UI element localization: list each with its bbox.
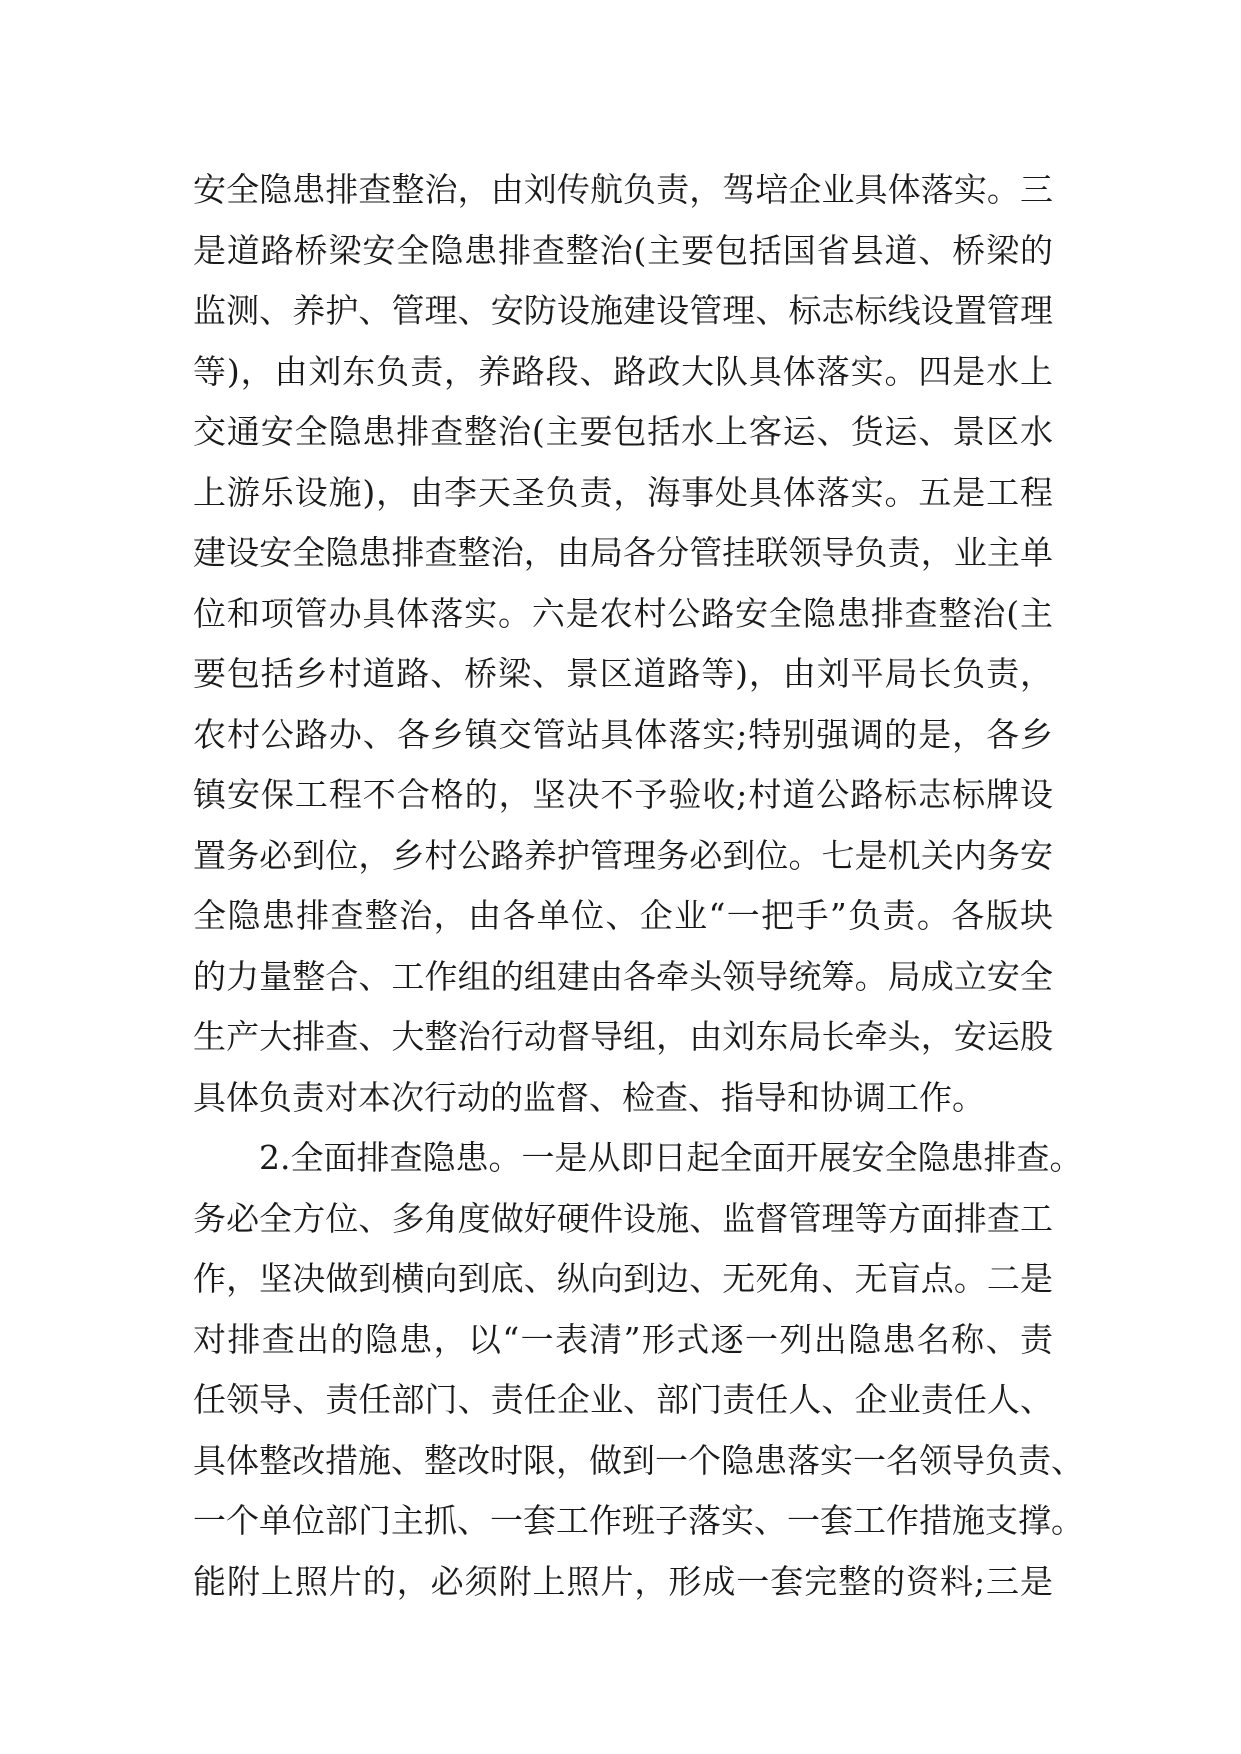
text-line: 的力量整合、工作组的组建由各牵头领导统筹。局成立安全 <box>193 956 1053 996</box>
text-line: 镇安保工程不合格的，坚决不予验收;村道公路标志标牌设 <box>193 775 1053 814</box>
text-line: 是道路桥梁安全隐患排查整治(主要包括国省县道、桥梁的 <box>193 230 1053 270</box>
paragraph-2 <box>193 1128 1084 1612</box>
text-line: 生产大排查、大整治行动督导组，由刘东局长牵头，安运股 <box>193 1017 1053 1056</box>
text-line: 对排查出的隐患，以“一表清”形式逐一列出隐患名称、责 <box>193 1319 1053 1359</box>
text-line: 交通安全隐患排查整治(主要包括水上客运、货运、景区水 <box>193 412 1053 451</box>
text-line: 作，坚决做到横向到底、纵向到边、无死角、无盲点。二是 <box>193 1259 1053 1298</box>
text-line: 全隐患排查整治，由各单位、企业“一把手”负责。各版块 <box>193 896 1053 935</box>
text-line: 等)，由刘东负责，养路段、路政大队具体落实。四是水上 <box>193 351 1053 391</box>
text-line: 安全隐患排查整治，由刘传航负责，驾培企业具体落实。三 <box>193 170 1053 209</box>
body-text <box>193 160 1084 1612</box>
text-line: 具体整改措施、整改时限，做到一个隐患落实一名领导负责、 <box>193 1440 1084 1480</box>
text-line: 能附上照片的，必须附上照片，形成一套完整的资料;三是 <box>193 1561 1053 1601</box>
text-line: 要包括乡村道路、桥梁、景区道路等)，由刘平局长负责， <box>193 654 1053 693</box>
text-line: 位和项管办具体落实。六是农村公路安全隐患排查整治(主 <box>193 593 1053 633</box>
text-line: 务必全方位、多角度做好硬件设施、监督管理等方面排查工 <box>193 1198 1053 1238</box>
text-line: 建设安全隐患排查整治，由局各分管挂联领导负责，业主单 <box>193 533 1053 572</box>
paragraph-1 <box>193 160 1053 1128</box>
text-line: 监测、养护、管理、安防设施建设管理、标志标线设置管理 <box>193 291 1053 330</box>
text-line: 任领导、责任部门、责任企业、部门责任人、企业责任人、 <box>193 1380 1053 1419</box>
text-line: 2.全面排查隐患。一是从即日起全面开展安全隐患排查。 <box>259 1138 1083 1177</box>
text-line: 上游乐设施)，由李天圣负责，海事处具体落实。五是工程 <box>193 472 1053 512</box>
text-line: 一个单位部门主抓、一套工作班子落实、一套工作措施支撑。 <box>193 1501 1084 1540</box>
text-line: 具体负责对本次行动的监督、检查、指导和协调工作。 <box>193 1077 985 1117</box>
text-line: 农村公路办、各乡镇交管站具体落实;特别强调的是，各乡 <box>193 714 1053 754</box>
text-line: 置务必到位，乡村公路养护管理务必到位。七是机关内务安 <box>193 835 1053 875</box>
